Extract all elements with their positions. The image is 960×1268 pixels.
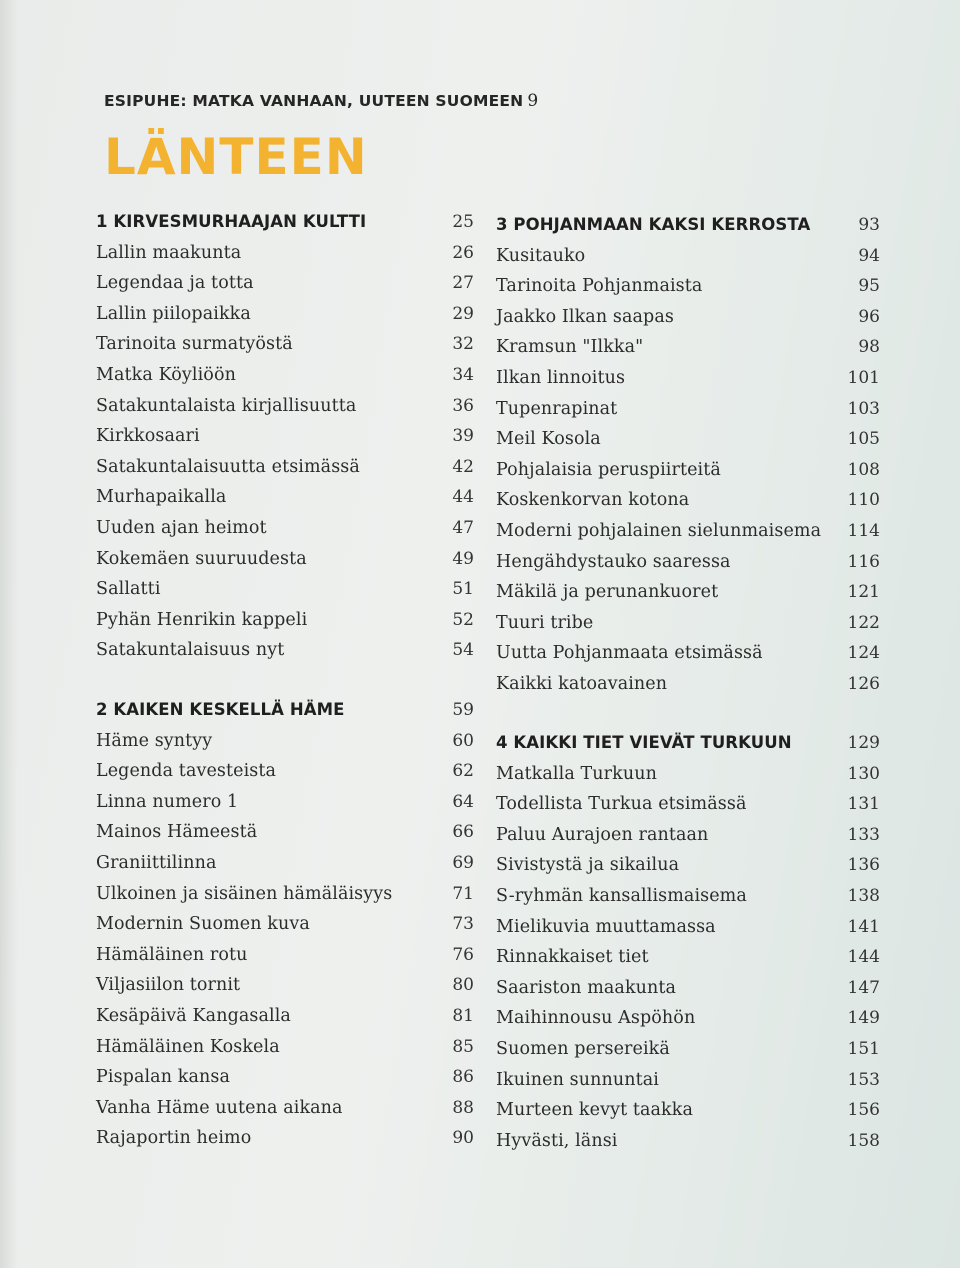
entry-title: Kaikki katoavainen <box>496 674 668 694</box>
entry-title: Pyhän Henrikin kappeli <box>96 609 308 630</box>
preface-label: ESIPUHE: MATKA VANHAAN, UUTEEN SUOMEEN <box>104 92 524 110</box>
section-title: 4 KAIKKI TIET VIEVÄT TURKUUN <box>496 733 792 752</box>
part-title: LÄNTEEN <box>104 128 368 186</box>
preface-page-number: 9 <box>527 91 539 111</box>
entry-page-number: 98 <box>858 337 880 358</box>
toc-entry <box>496 1039 880 1069</box>
entry-title: Rajaportin heimo <box>96 1128 252 1149</box>
toc-entry <box>96 640 474 670</box>
toc-entry <box>96 975 474 1005</box>
entry-page-number: 80 <box>452 975 474 996</box>
toc-entry <box>96 273 474 303</box>
toc-entry <box>96 334 474 364</box>
entry-title: Murhapaikalla <box>96 487 227 508</box>
entry-title: Tarinoita Pohjanmaista <box>496 276 703 297</box>
entry-page-number: 126 <box>847 674 880 694</box>
toc-entry <box>496 460 880 490</box>
toc-entry <box>496 886 880 916</box>
toc-entry <box>496 552 880 582</box>
entry-page-number: 49 <box>452 548 474 569</box>
toc-entry <box>96 884 474 914</box>
entry-page-number: 51 <box>452 579 474 600</box>
entry-page-number: 133 <box>847 824 880 845</box>
toc-entry <box>496 429 880 459</box>
entry-page-number: 121 <box>847 582 880 603</box>
section-page-number: 129 <box>847 733 880 753</box>
toc-entry <box>96 914 474 944</box>
entry-page-number: 101 <box>847 368 880 388</box>
toc-entry <box>496 947 880 977</box>
entry-title: Mäkilä ja perunankuoret <box>496 582 719 603</box>
entry-page-number: 39 <box>452 426 474 447</box>
entry-title: Sallatti <box>96 579 161 600</box>
entry-page-number: 114 <box>847 521 880 541</box>
entry-page-number: 158 <box>847 1130 880 1151</box>
entry-title: Uutta Pohjanmaata etsimässä <box>496 643 763 664</box>
entry-title: Rinnakkaiset tiet <box>496 947 649 968</box>
entry-title: Pohjalaisia peruspiirteitä <box>496 459 721 480</box>
entry-title: Jaakko Ilkan saapas <box>496 306 674 327</box>
entry-title: Mielikuvia muuttamassa <box>496 916 716 937</box>
section-page-number: 25 <box>452 212 474 232</box>
entry-page-number: 66 <box>452 822 474 843</box>
entry-page-number: 62 <box>452 761 474 782</box>
entry-title: Kramsun "Ilkka" <box>496 337 644 358</box>
entry-title: Meil Kosola <box>496 429 601 450</box>
toc-entry <box>496 582 880 612</box>
entry-title: Legenda tavesteista <box>96 761 277 782</box>
entry-page-number: 42 <box>452 456 474 477</box>
entry-title: S-ryhmän kansallismaisema <box>496 886 747 906</box>
toc-entry <box>496 399 880 429</box>
entry-title: Kesäpäivä Kangasalla <box>96 1006 291 1026</box>
toc-entry <box>96 610 474 640</box>
entry-title: Ilkan linnoitus <box>496 368 626 388</box>
entry-page-number: 60 <box>452 730 474 751</box>
entry-page-number: 131 <box>847 794 880 815</box>
entry-title: Linna numero 1 <box>96 791 239 812</box>
entry-title: Kirkkosaari <box>96 426 200 447</box>
toc-entry <box>96 792 474 822</box>
entry-page-number: 73 <box>452 914 474 935</box>
toc-entry <box>496 1131 880 1161</box>
entry-title: Modernin Suomen kuva <box>96 914 310 935</box>
toc-entry <box>96 945 474 975</box>
entry-title: Satakuntalaisuus nyt <box>96 640 285 661</box>
entry-page-number: 27 <box>452 273 474 294</box>
toc-entry <box>496 764 880 794</box>
entry-title: Ikuinen sunnuntai <box>496 1069 659 1090</box>
entry-page-number: 85 <box>452 1036 474 1057</box>
entry-page-number: 52 <box>452 609 474 630</box>
toc-entry <box>96 761 474 791</box>
toc-entry <box>96 426 474 456</box>
entry-page-number: 151 <box>847 1039 880 1059</box>
entry-page-number: 156 <box>847 1100 880 1121</box>
entry-title: Lallin piilopaikka <box>96 303 251 324</box>
entry-page-number: 32 <box>452 334 474 355</box>
entry-page-number: 54 <box>452 640 474 661</box>
entry-page-number: 26 <box>452 242 474 263</box>
entry-page-number: 88 <box>452 1097 474 1118</box>
toc-entry <box>496 613 880 643</box>
toc-entry <box>496 490 880 520</box>
toc-section-heading <box>96 700 474 730</box>
section-title: 3 POHJANMAAN KAKSI KERROSTA <box>496 215 811 234</box>
toc-section-heading <box>96 212 474 242</box>
toc-entry <box>96 1006 474 1036</box>
entry-page-number: 96 <box>858 306 880 327</box>
toc-entry <box>96 579 474 609</box>
page-gutter-shadow <box>0 0 18 1268</box>
toc-entry <box>96 457 474 487</box>
entry-page-number: 44 <box>452 487 474 508</box>
entry-title: Sivistystä ja sikailua <box>496 855 680 876</box>
entry-title: Moderni pohjalainen sielunmaisema <box>496 521 822 541</box>
section-title: 2 KAIKEN KESKELLÄ HÄME <box>96 700 345 719</box>
entry-title: Hämäläinen rotu <box>96 944 248 965</box>
entry-title: Koskenkorvan kotona <box>496 490 690 511</box>
toc-entry <box>96 487 474 517</box>
entry-page-number: 116 <box>847 551 880 572</box>
entry-page-number: 122 <box>847 612 880 633</box>
entry-title: Paluu Aurajoen rantaan <box>496 824 709 845</box>
entry-page-number: 95 <box>858 276 880 297</box>
toc-entry <box>96 1067 474 1097</box>
entry-title: Satakuntalaisuutta etsimässä <box>96 456 360 477</box>
entry-page-number: 94 <box>858 245 880 266</box>
entry-title: Todellista Turkua etsimässä <box>496 794 747 815</box>
entry-title: Saariston maakunta <box>496 977 677 998</box>
toc-entry <box>496 1100 880 1130</box>
preface-line <box>104 91 538 111</box>
entry-title: Kokemäen suuruudesta <box>96 548 307 569</box>
toc-entry <box>96 549 474 579</box>
entry-page-number: 153 <box>847 1069 880 1090</box>
toc-entry <box>496 794 880 824</box>
entry-page-number: 144 <box>847 947 880 968</box>
entry-title: Pispalan kansa <box>96 1067 230 1088</box>
entry-title: Matka Köyliöön <box>96 365 236 385</box>
entry-page-number: 138 <box>847 886 880 906</box>
entry-title: Lallin maakunta <box>96 242 242 263</box>
toc-section-heading <box>496 215 880 245</box>
entry-title: Tupenrapinat <box>496 398 618 419</box>
entry-title: Ulkoinen ja sisäinen hämäläisyys <box>96 883 393 904</box>
entry-page-number: 69 <box>452 853 474 873</box>
toc-entry <box>96 304 474 334</box>
toc-entry <box>496 521 880 551</box>
entry-title: Tarinoita surmatyöstä <box>96 334 293 355</box>
toc-entry <box>96 1128 474 1158</box>
entry-page-number: 110 <box>847 490 880 511</box>
entry-title: Matkalla Turkuun <box>496 763 657 784</box>
entry-title: Tuuri tribe <box>496 612 594 633</box>
entry-title: Satakuntalaista kirjallisuutta <box>96 395 357 416</box>
toc-entry <box>96 822 474 852</box>
toc-entry <box>496 307 880 337</box>
entry-title: Vanha Häme uutena aikana <box>96 1097 343 1118</box>
entry-title: Murteen kevyt taakka <box>496 1100 694 1121</box>
entry-page-number: 136 <box>847 855 880 876</box>
entry-title: Hengähdystauko saaressa <box>496 551 731 572</box>
section-page-number: 93 <box>858 215 880 235</box>
toc-entry <box>96 1037 474 1067</box>
entry-page-number: 141 <box>847 916 880 937</box>
toc-entry <box>96 731 474 761</box>
entry-title: Viljasiilon tornit <box>96 975 241 996</box>
entry-page-number: 108 <box>847 459 880 480</box>
entry-page-number: 29 <box>452 303 474 324</box>
toc-entry <box>496 1008 880 1038</box>
entry-page-number: 130 <box>847 763 880 784</box>
toc-entry <box>496 825 880 855</box>
toc-entry <box>496 674 880 704</box>
entry-page-number: 86 <box>452 1067 474 1088</box>
entry-title: Suomen persereikä <box>496 1039 670 1059</box>
toc-entry <box>496 337 880 367</box>
toc-entry <box>496 1070 880 1100</box>
toc-entry <box>496 978 880 1008</box>
toc-entry <box>496 855 880 885</box>
entry-page-number: 34 <box>452 365 474 385</box>
entry-page-number: 149 <box>847 1008 880 1029</box>
entry-page-number: 103 <box>847 398 880 419</box>
entry-page-number: 124 <box>847 643 880 664</box>
toc-entry <box>496 246 880 276</box>
entry-page-number: 64 <box>452 791 474 812</box>
toc-entry <box>496 276 880 306</box>
entry-title: Hämäläinen Koskela <box>96 1036 280 1057</box>
toc-entry <box>96 1098 474 1128</box>
entry-title: Mainos Hämeestä <box>96 822 258 843</box>
entry-page-number: 36 <box>452 395 474 416</box>
entry-page-number: 81 <box>452 1006 474 1026</box>
entry-title: Graniittilinna <box>96 853 217 873</box>
toc-entry <box>496 368 880 398</box>
section-title: 1 KIRVESMURHAAJAN KULTTI <box>96 212 367 231</box>
entry-title: Hyvästi, länsi <box>496 1130 618 1151</box>
toc-entry <box>96 365 474 395</box>
entry-title: Häme syntyy <box>96 730 213 751</box>
entry-title: Maihinnousu Aspöhön <box>496 1008 696 1029</box>
entry-page-number: 90 <box>452 1128 474 1149</box>
toc-entry <box>96 396 474 426</box>
entry-page-number: 147 <box>847 977 880 998</box>
section-page-number: 59 <box>452 700 474 720</box>
toc-entry <box>96 853 474 883</box>
entry-page-number: 71 <box>452 883 474 904</box>
entry-title: Legendaa ja totta <box>96 273 254 294</box>
toc-entry <box>496 917 880 947</box>
toc-entry <box>496 643 880 673</box>
toc-entry <box>96 518 474 548</box>
toc-entry <box>96 243 474 273</box>
entry-page-number: 76 <box>452 944 474 965</box>
entry-title: Uuden ajan heimot <box>96 518 267 538</box>
entry-title: Kusitauko <box>496 245 586 266</box>
toc-section-heading <box>496 733 880 763</box>
entry-page-number: 105 <box>847 429 880 450</box>
entry-page-number: 47 <box>452 518 474 538</box>
